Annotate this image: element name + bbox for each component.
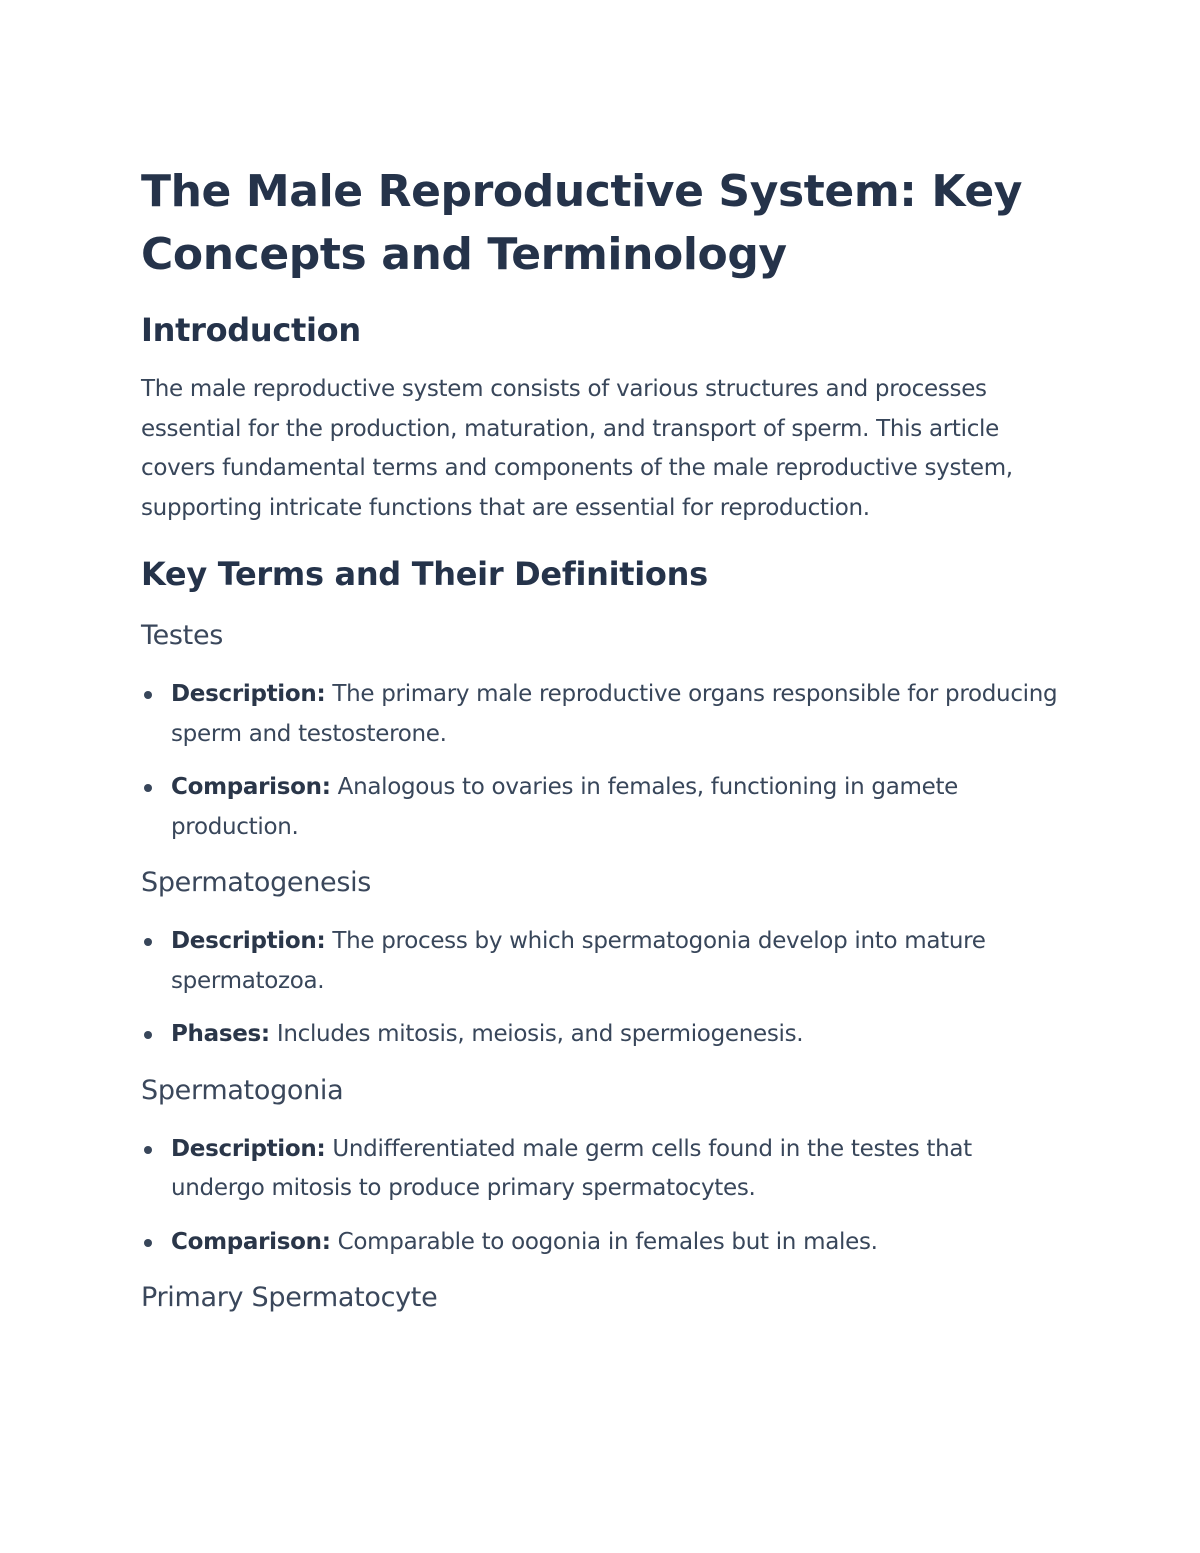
- bullet-icon: [144, 938, 152, 946]
- item-label: Description:: [171, 1135, 326, 1162]
- list-item: [141, 1223, 1071, 1263]
- term-primary-spermatocyte: [141, 1278, 1071, 1318]
- bullet-icon: [144, 691, 152, 699]
- bullet-icon: [144, 1146, 152, 1154]
- term-heading: Spermatogenesis: [141, 867, 372, 898]
- bullet-icon: [144, 1239, 152, 1247]
- term-list: [141, 675, 1071, 847]
- item-label: Description:: [171, 928, 326, 954]
- list-item: [141, 675, 1071, 754]
- list-item: [141, 768, 1071, 847]
- term-testes: [141, 616, 1071, 847]
- item-label: Phases:: [171, 1021, 270, 1047]
- introduction-heading: Introduction: [141, 311, 361, 349]
- term-list: [141, 922, 1071, 1055]
- item-text: Includes mitosis, meiosis, and spermiogenesis.: [269, 1021, 804, 1047]
- document-page: [141, 160, 1071, 1318]
- introduction-paragraph: The male reproductive system consists of various structures and processes essential for the production, maturation, and transport of sperm. This article covers fundamental terms and components of the male reproductive system, supporting intricate functions that are essential for reproduction.: [141, 376, 1013, 521]
- term-spermatogenesis: [141, 863, 1071, 1055]
- list-item: [141, 1130, 1071, 1209]
- list-item: [141, 922, 1071, 1001]
- key-terms-heading: Key Terms and Their Definitions: [141, 555, 708, 593]
- bullet-icon: [144, 1031, 152, 1039]
- term-list: [141, 1130, 1071, 1263]
- item-text: The process by which spermatogonia develop into mature spermatozoa.: [171, 928, 986, 994]
- term-heading: Primary Spermatocyte: [141, 1282, 438, 1313]
- item-label: Description:: [171, 681, 326, 707]
- term-heading: Spermatogonia: [141, 1074, 344, 1106]
- item-text: Comparable to oogonia in females but in males.: [330, 1228, 878, 1255]
- term-spermatogonia: [141, 1071, 1071, 1263]
- item-text: Undifferentiated male germ cells found in the testes that undergo mitosis to produce primary spermatocytes.: [171, 1135, 972, 1201]
- list-item: [141, 1015, 1071, 1055]
- item-text: Analogous to ovaries in females, functioning in gamete production.: [171, 774, 959, 840]
- item-label: Comparison:: [171, 1228, 331, 1255]
- item-label: Comparison:: [171, 774, 331, 800]
- document-title: The Male Reproductive System: Key Concepts and Terminology: [141, 166, 1023, 280]
- bullet-icon: [144, 784, 152, 792]
- item-text: The primary male reproductive organs responsible for producing sperm and testosterone.: [171, 681, 1058, 747]
- term-heading: Testes: [141, 620, 224, 651]
